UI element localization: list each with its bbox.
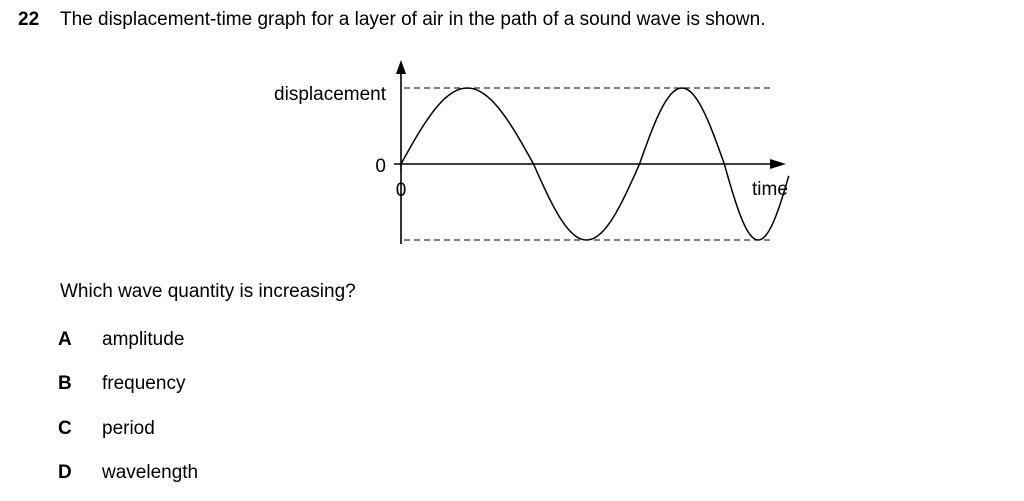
question-prompt: Which wave quantity is increasing? bbox=[60, 281, 356, 302]
option-letter: A bbox=[58, 329, 72, 350]
option-text: amplitude bbox=[102, 329, 185, 350]
question-number: 22 bbox=[18, 9, 40, 30]
option-text: wavelength bbox=[102, 462, 199, 483]
y-zero-label: 0 bbox=[375, 156, 386, 177]
y-axis-arrow bbox=[396, 60, 406, 74]
x-axis-label: time bbox=[752, 179, 788, 200]
option-text: frequency bbox=[102, 373, 186, 394]
option-letter: B bbox=[58, 373, 72, 394]
y-axis-label: displacement bbox=[274, 84, 386, 105]
option-letter: C bbox=[58, 418, 72, 439]
option-text: period bbox=[102, 418, 155, 439]
question-stem: The displacement-time graph for a layer of air in the path of a sound wave is shown. bbox=[60, 9, 766, 30]
option-letter: D bbox=[58, 462, 72, 483]
x-zero-label: 0 bbox=[395, 180, 407, 201]
x-axis-arrow bbox=[770, 159, 786, 169]
